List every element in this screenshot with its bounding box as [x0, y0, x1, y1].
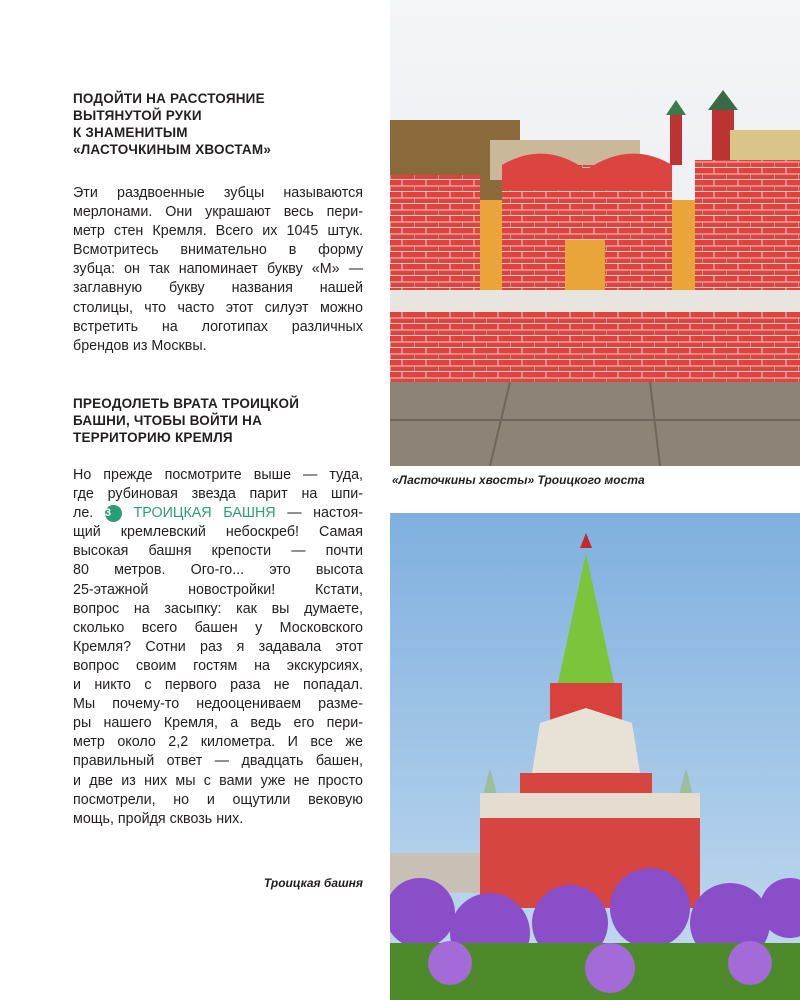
trinity-tower-link[interactable]: ТРОИЦКАЯ БАШНЯ	[133, 505, 276, 522]
text-line: метр стен Кремля. Всего их 1045 штук.	[73, 223, 363, 240]
heading-line: ТЕРРИТОРИЮ КРЕМЛЯ	[73, 430, 233, 445]
text-line: брендов из Москвы.	[73, 337, 207, 354]
place-marker-badge: 3	[105, 505, 122, 522]
heading-line: ПРЕОДОЛЕТЬ ВРАТА ТРОИЦКОЙ	[73, 396, 300, 411]
text-line: встретить на логотипах различных	[73, 318, 363, 335]
text-line	[73, 504, 363, 523]
text-line: правильный ответ — двадцать башен,	[73, 753, 363, 770]
text-line: столицы, что часто этот силуэт можно	[73, 299, 363, 316]
photo-trinity-tower	[390, 513, 800, 1000]
text-line: Но прежде посмотрите выше — туда,	[73, 467, 363, 483]
text: ле.	[73, 505, 94, 522]
text-line: мерлонами. Они украшают весь пери-	[73, 204, 363, 221]
photo-swallowtail-merlons	[390, 0, 800, 466]
heading-line: БАШНИ, ЧТОБЫ ВОЙТИ НА	[73, 413, 263, 428]
text-line: заглавную букву названия нашей	[73, 280, 363, 297]
heading-swallowtails	[73, 90, 363, 158]
heading-line: «ЛАСТОЧКИНЫМ ХВОСТАМ»	[73, 142, 272, 157]
text-line: и никто с первого раза не попадал.	[73, 677, 363, 694]
heading-line: ПОДОЙТИ НА РАССТОЯНИЕ	[73, 91, 265, 106]
text-line: мощь, пройдя сквозь них.	[73, 810, 244, 827]
text-line: сколько всего башен у Московского	[73, 619, 363, 636]
text-line: посмотрели, но и ощутили вековую	[73, 791, 363, 808]
text-line: Кремля? Сотни раз я задавала этот	[73, 638, 363, 655]
text-line: Эти раздвоенные зубцы называются	[73, 185, 363, 201]
caption-top-photo: «Ласточкины хвосты» Троицкого моста	[392, 473, 645, 487]
heading-trinity-gate	[73, 395, 363, 446]
text-line: зубца: он так напоминает букву «М» —	[73, 261, 363, 278]
text-line: где рубиновая звезда парит на шпи-	[73, 486, 363, 503]
text-line: и две из них мы с вами уже не просто	[73, 772, 363, 789]
text-line: Всмотритесь внимательно в форму	[73, 242, 363, 259]
text-line: высокая башня крепости — почти	[73, 543, 363, 560]
text-line: вопрос своим гостям на экскурсиях,	[73, 657, 363, 674]
heading-line: ВЫТЯНУТОЙ РУКИ	[73, 108, 202, 123]
heading-line: К ЗНАМЕНИТЫМ	[73, 125, 188, 140]
text-line: вопрос на засыпку: как вы думаете,	[73, 600, 363, 617]
text-line: ры нашего Кремля, а ведь его пери-	[73, 715, 363, 732]
paragraph-merlons	[73, 184, 363, 356]
text-line: 25-этажной новостройки! Кстати,	[73, 581, 363, 598]
text-line: Мы почему-то недооцениваем разме-	[73, 696, 363, 713]
text-line: щий кремлевский небоскреб! Самая	[73, 524, 363, 541]
caption-bottom-photo: Троицкая башня	[263, 876, 363, 890]
paragraph-trinity-tower	[73, 466, 363, 829]
text: — настоя-	[287, 505, 363, 522]
text-line: 80 метров. Ого-го... это высота	[73, 562, 363, 579]
text-line: метр около 2,2 километра. И все же	[73, 734, 363, 751]
